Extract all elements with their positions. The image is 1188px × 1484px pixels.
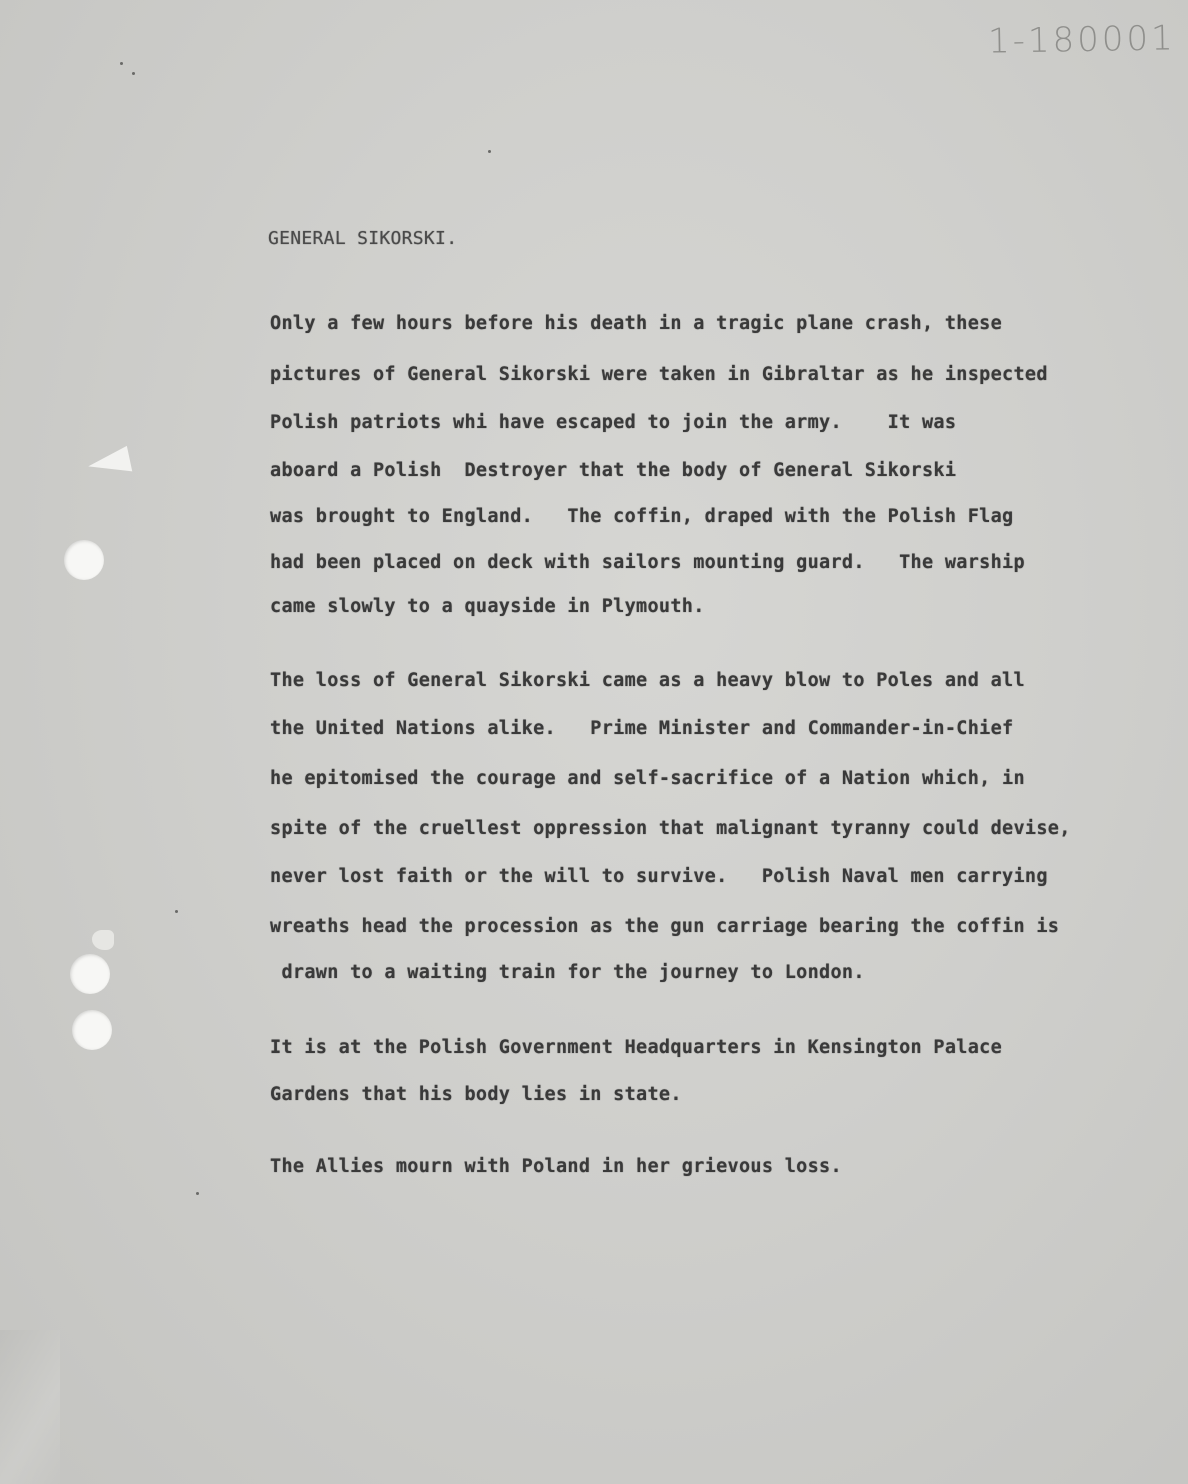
body-line: never lost faith or the will to survive. Polish Naval men carrying: [270, 866, 1048, 887]
paper-speck: [120, 62, 123, 65]
punch-hole-top: [64, 540, 104, 580]
paper-speck: [132, 72, 135, 75]
body-line: drawn to a waiting train for the journey to London.: [270, 962, 865, 983]
paper-corner-shading: [0, 1330, 60, 1484]
body-line: was brought to England. The coffin, draped with the Polish Flag: [270, 506, 1014, 527]
body-line: he epitomised the courage and self-sacrifice of a Nation which, in: [270, 768, 1025, 789]
paper-speck: [488, 150, 491, 153]
reference-number: 1-180001: [987, 18, 1177, 62]
body-line: spite of the cruellest oppression that malignant tyranny could devise,: [270, 818, 1071, 839]
body-line: Polish patriots whi have escaped to join the army. It was: [270, 412, 957, 433]
body-line: It is at the Polish Government Headquarters in Kensington Palace: [270, 1037, 1003, 1058]
body-line: wreaths head the procession as the gun carriage bearing the coffin is: [270, 916, 1060, 937]
body-line: came slowly to a quayside in Plymouth.: [270, 596, 705, 617]
punch-hole-middle: [70, 954, 110, 994]
punch-hole-bottom: [72, 1010, 112, 1050]
paper-tear-mark: [86, 446, 132, 480]
body-line: Gardens that his body lies in state.: [270, 1084, 682, 1105]
body-line: Only a few hours before his death in a tragic plane crash, these: [270, 313, 1003, 334]
document-title: GENERAL SIKORSKI.: [268, 228, 458, 249]
body-line: had been placed on deck with sailors mounting guard. The warship: [270, 552, 1025, 573]
paper-tear-mark-lower: [92, 930, 114, 950]
paper-speck: [175, 910, 178, 913]
body-line: aboard a Polish Destroyer that the body of General Sikorski: [270, 460, 957, 481]
body-line: the United Nations alike. Prime Minister and Commander-in-Chief: [270, 718, 1014, 739]
paper-speck: [196, 1192, 199, 1195]
body-line: pictures of General Sikorski were taken in Gibraltar as he inspected: [270, 364, 1048, 385]
body-line: The Allies mourn with Poland in her grievous loss.: [270, 1156, 842, 1177]
body-line: The loss of General Sikorski came as a heavy blow to Poles and all: [270, 670, 1025, 691]
